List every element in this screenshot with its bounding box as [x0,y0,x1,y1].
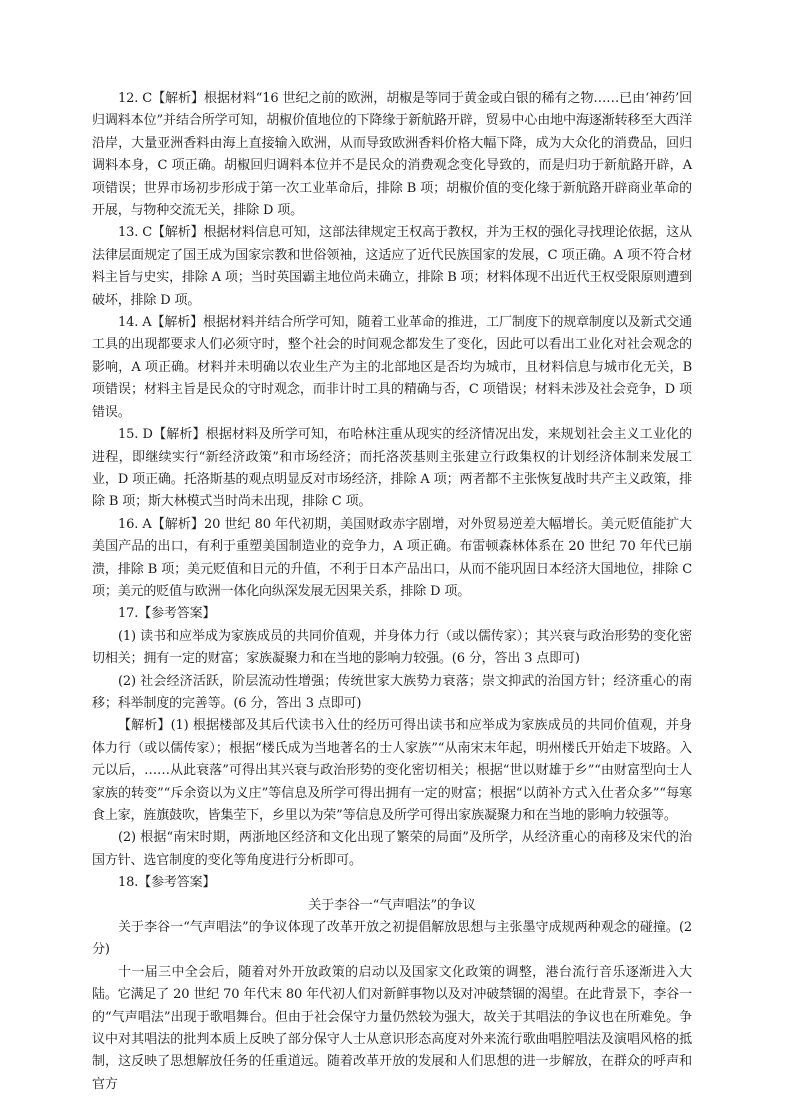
answer-18-heading: 18.【参考答案】 [118,875,216,891]
answer-15: 15. D【解析】根据材料及所学可知，布哈林注重从现实的经济情况出发，来规划社会主义工业化的进程，即继续实行“新经济政策”和市场经济；而托洛茨基则主张建立行政集权的计划经济体制来发展工业，D 项正确。托洛斯基的观点明显反对市场经济，排除 A 项；两者都不主张恢复战时共产主义政策，排除 B 项；斯大林模式当时尚未出现，排除 C 项。 [92,427,692,510]
answer-analysis-text [92,88,692,1096]
answer-12: 12. C【解析】根据材料“16 世纪之前的欧洲，胡椒是等同于黄金或白银的稀有之物……已由‘神药’回归调料本位”并结合所学可知，胡椒价值地位的下降缘于新航路开辟，贸易中心由地中海逐渐转移至大西洋沿岸，大量亚洲香料由海上直接输入欧洲，从而导致欧洲香料价格大幅下降，成为大众化的消费品，回归调料本身，C 项正确。胡椒回归调料本位并不是民众的消费观念变化导致的，而是归功于新航路开辟，A 项错误；世界市场初步形成于第一次工业革命后，排除 B 项；胡椒价值的变化缘于新航路开辟商业革命的开展，与物种交流无关，排除 D 项。 [92,91,692,219]
answer-14: 14. A【解析】根据材料并结合所学可知，随着工业革命的推进，工厂制度下的规章制度以及新式交通工具的出现都要求人们必须守时，整个社会的时间观念都发生了变化，因此可以看出工业化对社会观念的影响，A 项正确。材料并未明确以农业生产为主的北部地区是否均为城市，且材料信息与城市化无关，B 项错误；材料主旨是民众的守时观念，而非计时工具的精确与否，C 项错误；材料未涉及社会竞争，D 项错误。 [92,315,692,420]
essay-thesis: 关于李谷一“气声唱法”的争议体现了改革开放之初提倡解放思想与主张墨守成规两种观念的碰撞。(2 分) [92,920,692,958]
answer-17-analysis-2: (2) 根据“南宋时期，两浙地区经济和文化出现了繁荣的局面”及所学，从经济重心的南移及宋代的治国方针、选官制度的变化等角度进行分析即可。 [92,830,692,868]
answer-16: 16. A【解析】20 世纪 80 年代初期，美国财政赤字剧增，对外贸易逆差大幅增长。美元贬值能扩大美国产品的出口，有利于重塑美国制造业的竞争力，A 项正确。布雷顿森林体系在 20 世纪 70 年代已崩溃，排除 B 项；美元贬值和日元的升值，不利于日本产品出口，从而不能巩固日本经济大国地位，排除 C 项；美元的贬值与欧洲一体化向纵深发展无因果关系，排除 D 项。 [92,516,692,599]
answer-17-part-2: (2) 社会经济活跃，阶层流动性增强；传统世家大族势力衰落；崇文抑武的治国方针；经济重心的南移；科举制度的完善等。(6 分，答出 3 点即可) [92,673,692,711]
essay-body: 十一届三中全会后，随着对外开放政策的启动以及国家文化政策的调整，港台流行音乐逐渐进入大陆。它满足了 20 世纪 70 年代末 80 年代初人们对新鲜事物以及对冲破禁锢的渴望。在此背景下，李谷一的“气声唱法”出现于歌唱舞台。但由于社会保守力量仍然较为强大，故关于其唱法的争议也在所难免。争议中对其唱法的批判本质上反映了部分保守人士从意识形态高度对外来流行歌曲唱腔唱法及演唱风格的抵制，这反映了思想解放任务的任重道远。随着改革开放的发展和人们思想的进一步解放，在群众的呼声和官方 [92,964,692,1092]
answer-17-part-1: (1) 读书和应举成为家族成员的共同价值观，并身体力行（或以儒传家）；其兴衰与政治形势的变化密切相关；拥有一定的财富；家族凝聚力和在当地的影响力较强。(6 分，答出 3 点即可) [92,628,692,667]
essay-title: 关于李谷一“气声唱法”的争议 [308,897,476,913]
answer-13: 13. C【解析】根据材料信息可知，这部法律规定王权高于教权，并为王权的强化寻找理论依据，这从法律层面规定了国王成为国家宗教和世俗领袖，这适应了近代民族国家的发展，C 项正确。A 项不符合材料主旨与史实，排除 A 项；当时英国霸主地位尚未确立，排除 B 项；材料体现不出近代王权受限原则遭到破坏，排除 D 项。 [92,225,692,308]
answer-17-analysis-1: 【解析】(1) 根据楼部及其后代读书入仕的经历可得出读书和应举成为家族成员的共同价值观，并身体力行（或以儒传家）；根据“楼氏成为当地著名的士人家族”“从南宋末年起，明州楼氏开始走下坡路。入元以后，……从此衰落”可得出其兴衰与政治形势的变化密切相关；根据“世以财雄于乡”“由财富型向士人家族的转变”“斥余资以为义庄”等信息及所学可得出拥有一定的财富；根据“以荫补方式入仕者众多”“每寒食上家，旌旗鼓吹，皆集茔下，乡里以为荣”等信息及所学可得出家族凝聚力和在当地的影响力较强等。 [92,718,692,823]
answer-17-heading: 17.【参考答案】 [118,606,216,622]
